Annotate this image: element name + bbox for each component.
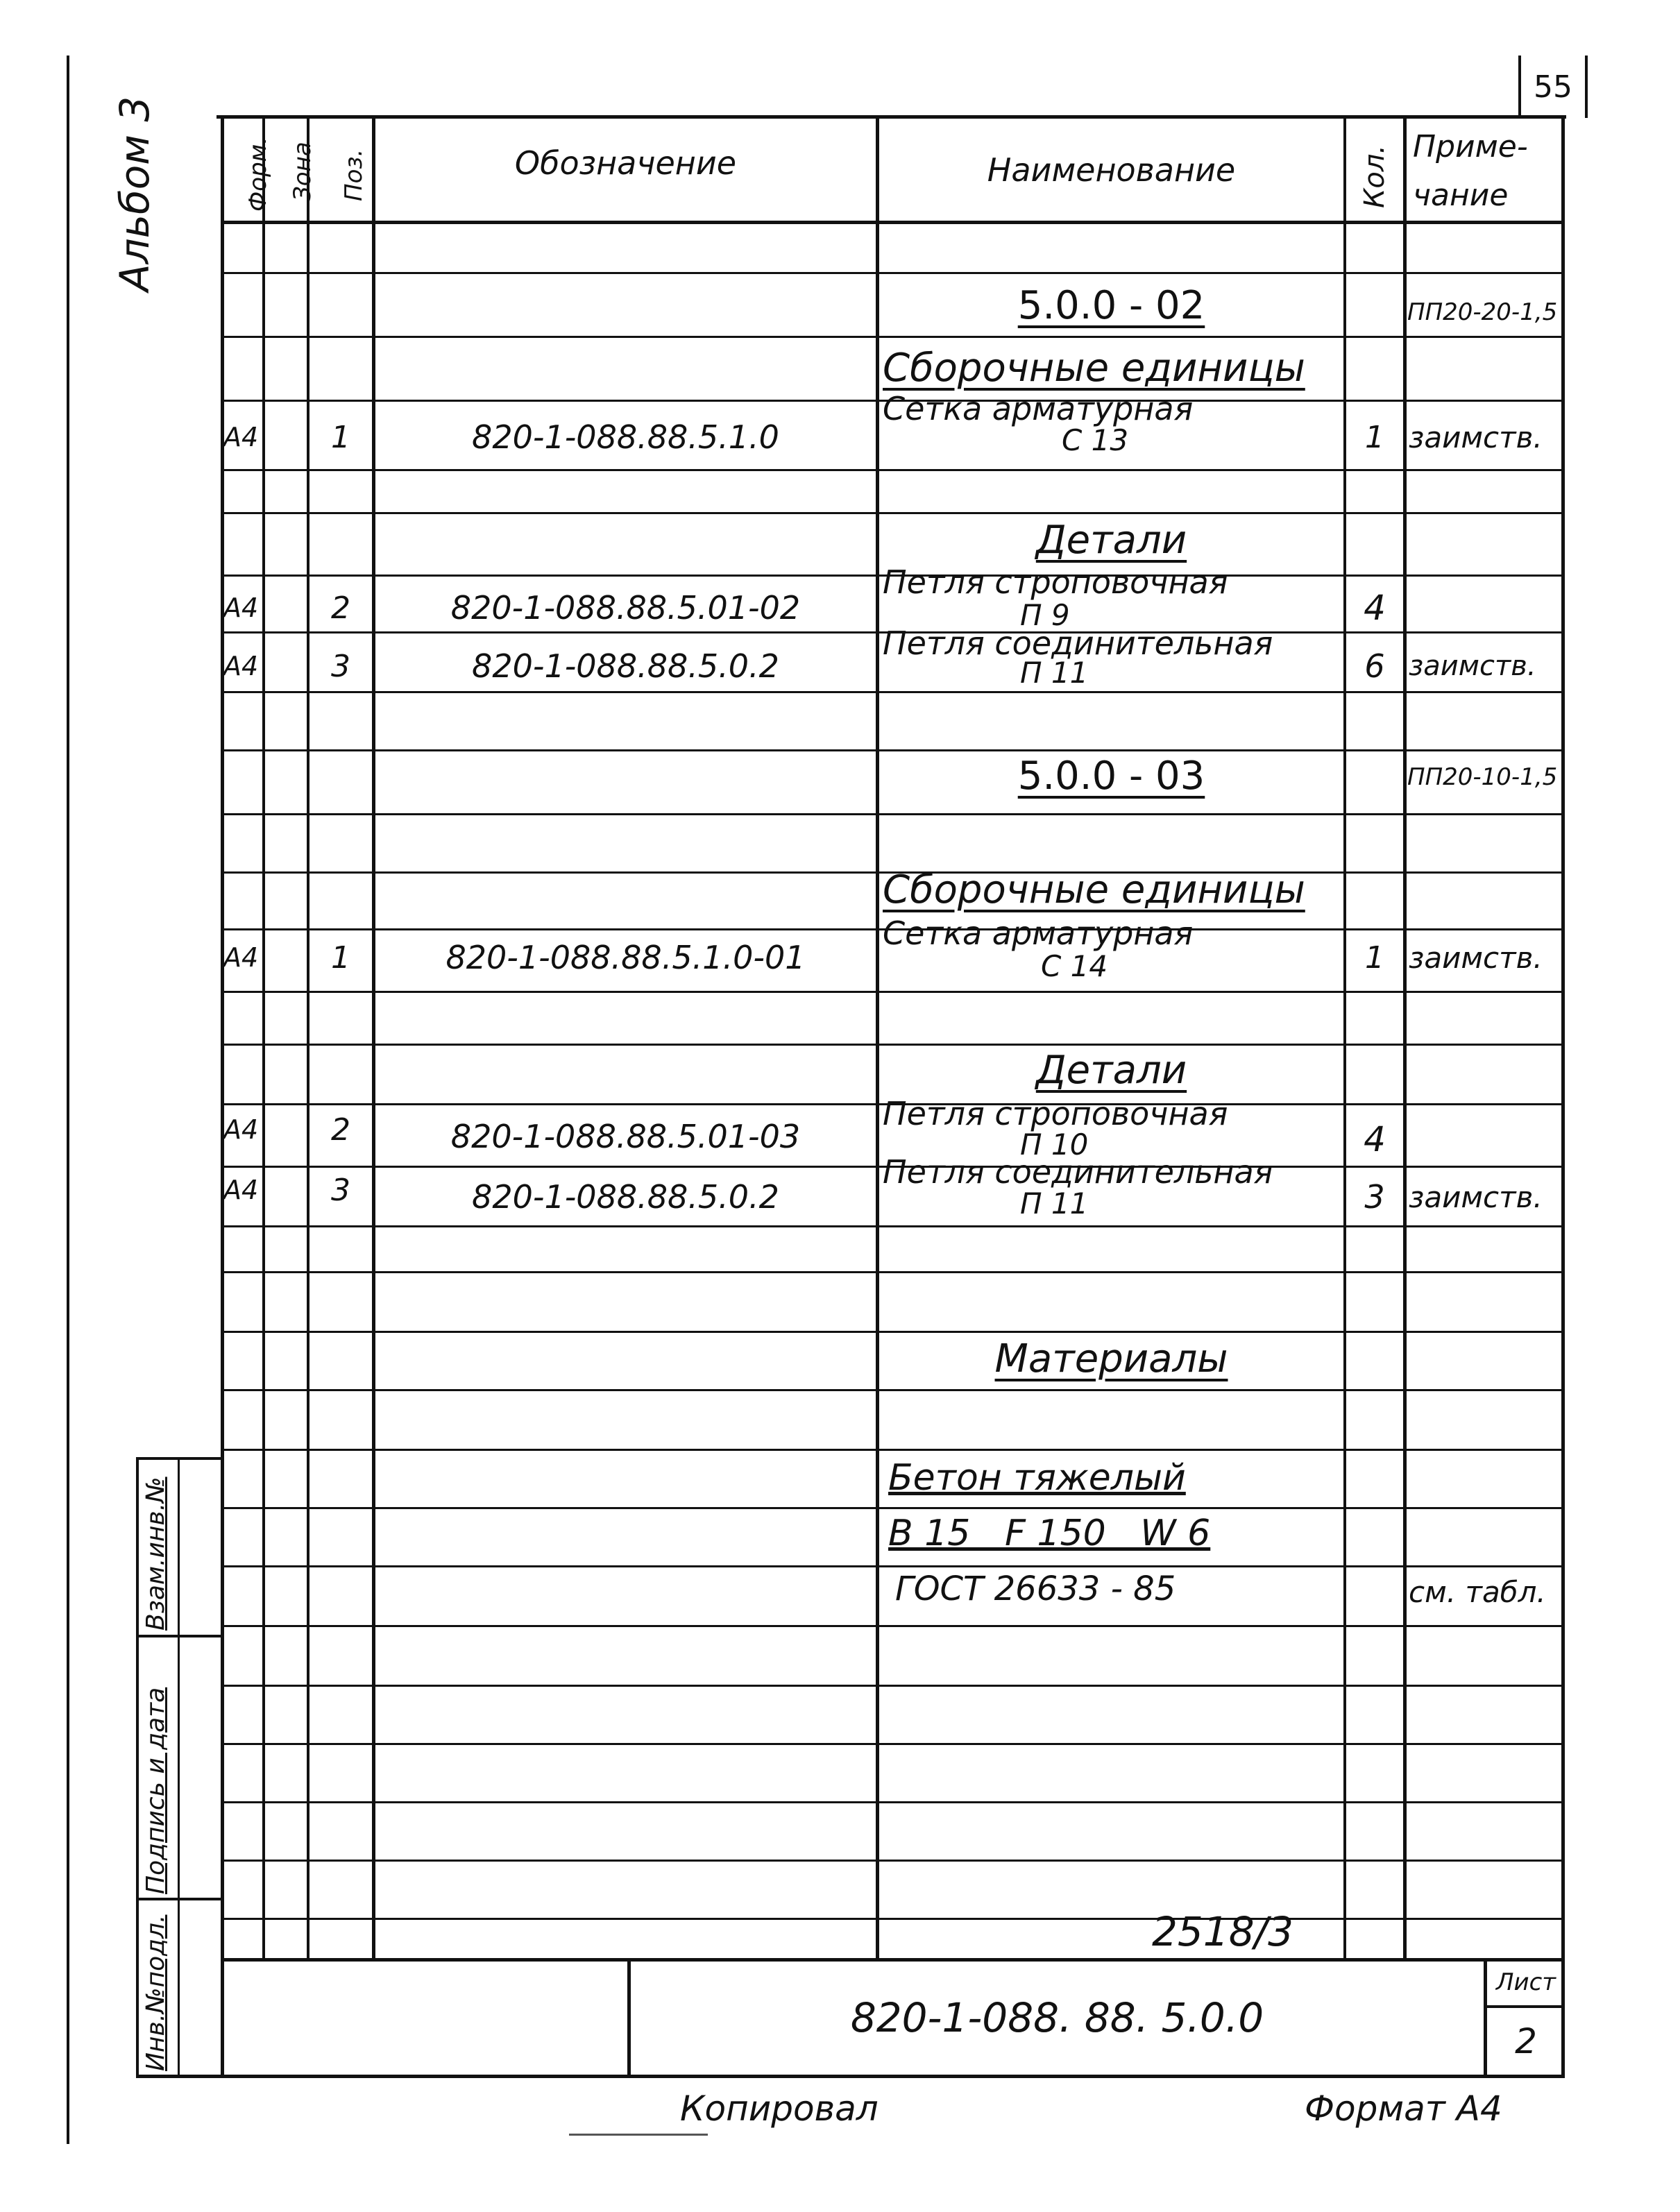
- item-name: Петля строповочная: [883, 1095, 1228, 1132]
- outer-frame-left: [67, 56, 69, 2144]
- col-line-pos: [307, 115, 309, 1961]
- table-row-line: [221, 1918, 1565, 1920]
- item-pos: 1: [331, 419, 350, 455]
- table-row-line: [221, 1449, 1565, 1451]
- item-pos: 1: [331, 939, 350, 976]
- document-code: 820-1-088. 88. 5.0.0: [850, 1994, 1264, 2041]
- materials-concrete: Бетон тяжелый: [888, 1457, 1186, 1499]
- item-designation: 820-1-088.88.5.01-03: [450, 1118, 801, 1155]
- item-note: заимств.: [1409, 650, 1536, 682]
- side-strip-left: [136, 1457, 139, 2078]
- header-format: Форм.: [244, 136, 272, 212]
- table-row-line: [221, 991, 1565, 993]
- item-name: Петля соединительная: [883, 1153, 1273, 1191]
- header-pos: Поз.: [340, 148, 368, 201]
- item-format: A4: [223, 422, 259, 452]
- table-row-line: [221, 1225, 1565, 1227]
- item-name-code: П 11: [1020, 1186, 1089, 1220]
- item-designation: 820-1-088.88.5.0.2: [472, 647, 779, 685]
- side-strip-mid: [178, 1457, 180, 2078]
- item-note: заимств.: [1409, 940, 1543, 975]
- col-line-zone: [262, 115, 265, 1961]
- table-row-line: [221, 1801, 1565, 1803]
- item-name: Сетка арматурная: [883, 390, 1194, 427]
- item-qty: 3: [1364, 1178, 1385, 1216]
- item-qty: 1: [1365, 419, 1384, 455]
- title-block-top: [221, 1958, 1565, 1962]
- materials-grade: В 15 F 150 W 6: [888, 1513, 1211, 1554]
- table-row-line: [221, 1565, 1565, 1567]
- materials-standard: ГОСТ 26633 - 85: [895, 1569, 1176, 1608]
- page-box-right: [1585, 56, 1588, 118]
- item-pos: 3: [331, 648, 350, 684]
- side-strip-div1: [136, 1635, 223, 1637]
- section-title-03: 5.0.0 - 03: [1017, 753, 1205, 799]
- item-note: заимств.: [1409, 1180, 1543, 1214]
- sheet-label: Лист: [1495, 1968, 1556, 1996]
- section-title-02: 5.0.0 - 02: [1017, 282, 1205, 328]
- sheet-number: 2: [1515, 2021, 1537, 2061]
- item-designation: 820-1-088.88.5.01-02: [450, 589, 801, 627]
- item-pos: 2: [331, 590, 350, 626]
- item-pos: 2: [331, 1112, 350, 1148]
- side-strip-div2: [136, 1898, 223, 1900]
- item-format: A4: [223, 651, 259, 681]
- item-format: A4: [223, 593, 259, 623]
- item-name-code: П 10: [1020, 1128, 1089, 1162]
- item-name: Петля соединительная: [883, 624, 1273, 662]
- stamp-number: 2518/3: [1152, 1908, 1294, 1955]
- item-name-code: П 9: [1020, 598, 1070, 632]
- table-row-line: [221, 1625, 1565, 1627]
- header-name: Наименование: [987, 151, 1236, 189]
- header-qty: Кол.: [1359, 144, 1391, 208]
- item-designation: 820-1-088.88.5.1.0: [472, 418, 779, 456]
- item-name-code: П 11: [1020, 656, 1089, 690]
- item-format: A4: [223, 1175, 259, 1205]
- col-line-designation: [372, 115, 375, 1961]
- item-name: Сетка арматурная: [883, 914, 1194, 952]
- table-row-line: [221, 691, 1565, 693]
- inner-frame-bottom: [139, 2075, 1565, 2078]
- table-row-line: [221, 1271, 1565, 1273]
- side-label-inv-sub: Инв.№подл.: [142, 1914, 170, 2071]
- item-designation: 820-1-088.88.5.0.2: [472, 1178, 779, 1216]
- page-number: 55: [1534, 69, 1572, 105]
- table-row-line: [221, 1860, 1565, 1862]
- inner-frame-right: [1561, 115, 1565, 2077]
- table-row-line: [221, 1389, 1565, 1391]
- header-note-2: чание: [1413, 178, 1509, 213]
- footer-copied: Копировал: [680, 2088, 879, 2129]
- item-pos: 3: [331, 1172, 350, 1208]
- item-format: A4: [223, 942, 259, 973]
- group-parts-03: Детали: [1035, 1047, 1187, 1093]
- inner-frame-left: [221, 115, 224, 2077]
- side-label-replace-inv: Взам.инв.№: [142, 1477, 170, 1631]
- footer-format: Формат А4: [1305, 2088, 1502, 2129]
- materials-note: см. табл.: [1409, 1575, 1546, 1609]
- item-designation: 820-1-088.88.5.1.0-01: [446, 939, 806, 976]
- table-row-line: [221, 1685, 1565, 1687]
- item-qty: 1: [1365, 939, 1384, 976]
- header-note-1: Приме-: [1413, 129, 1528, 164]
- table-row-line: [221, 813, 1565, 815]
- materials-title: Материалы: [994, 1336, 1228, 1381]
- footer-dash: [569, 2134, 708, 2136]
- table-row-line: [221, 272, 1565, 274]
- sheet-box-mid: [1484, 2005, 1565, 2008]
- col-line-name: [876, 115, 879, 1961]
- inner-frame-top: [217, 115, 1566, 119]
- side-strip-top: [136, 1457, 223, 1460]
- item-qty: 4: [1364, 1119, 1386, 1159]
- section-note-03: ПП20-10-1,5: [1407, 763, 1558, 791]
- item-note: заимств.: [1409, 420, 1543, 454]
- item-name-code: С 13: [1062, 423, 1129, 457]
- group-assembly-02: Сборочные единицы: [883, 345, 1305, 391]
- group-assembly-03: Сборочные единицы: [883, 867, 1305, 912]
- side-label-signature: Подпись и дата: [142, 1687, 170, 1894]
- item-format: A4: [223, 1114, 259, 1145]
- table-row-line: [221, 1743, 1565, 1745]
- header-bottom-line: [221, 221, 1565, 224]
- col-line-note: [1403, 115, 1407, 1961]
- header-zone: Зона: [289, 142, 316, 201]
- album-label: Альбом 3: [111, 96, 158, 291]
- item-qty: 4: [1364, 588, 1386, 628]
- item-name: Петля строповочная: [883, 563, 1228, 601]
- item-name-code: С 14: [1041, 949, 1108, 983]
- group-parts-02: Детали: [1035, 517, 1187, 563]
- header-designation: Обозначение: [514, 144, 737, 182]
- table-row-line: [221, 469, 1565, 471]
- table-row-line: [221, 1507, 1565, 1509]
- table-row-line: [221, 336, 1565, 338]
- col-line-qty: [1343, 115, 1346, 1961]
- item-qty: 6: [1364, 647, 1385, 685]
- section-note-02: ПП20-20-1,5: [1407, 298, 1558, 326]
